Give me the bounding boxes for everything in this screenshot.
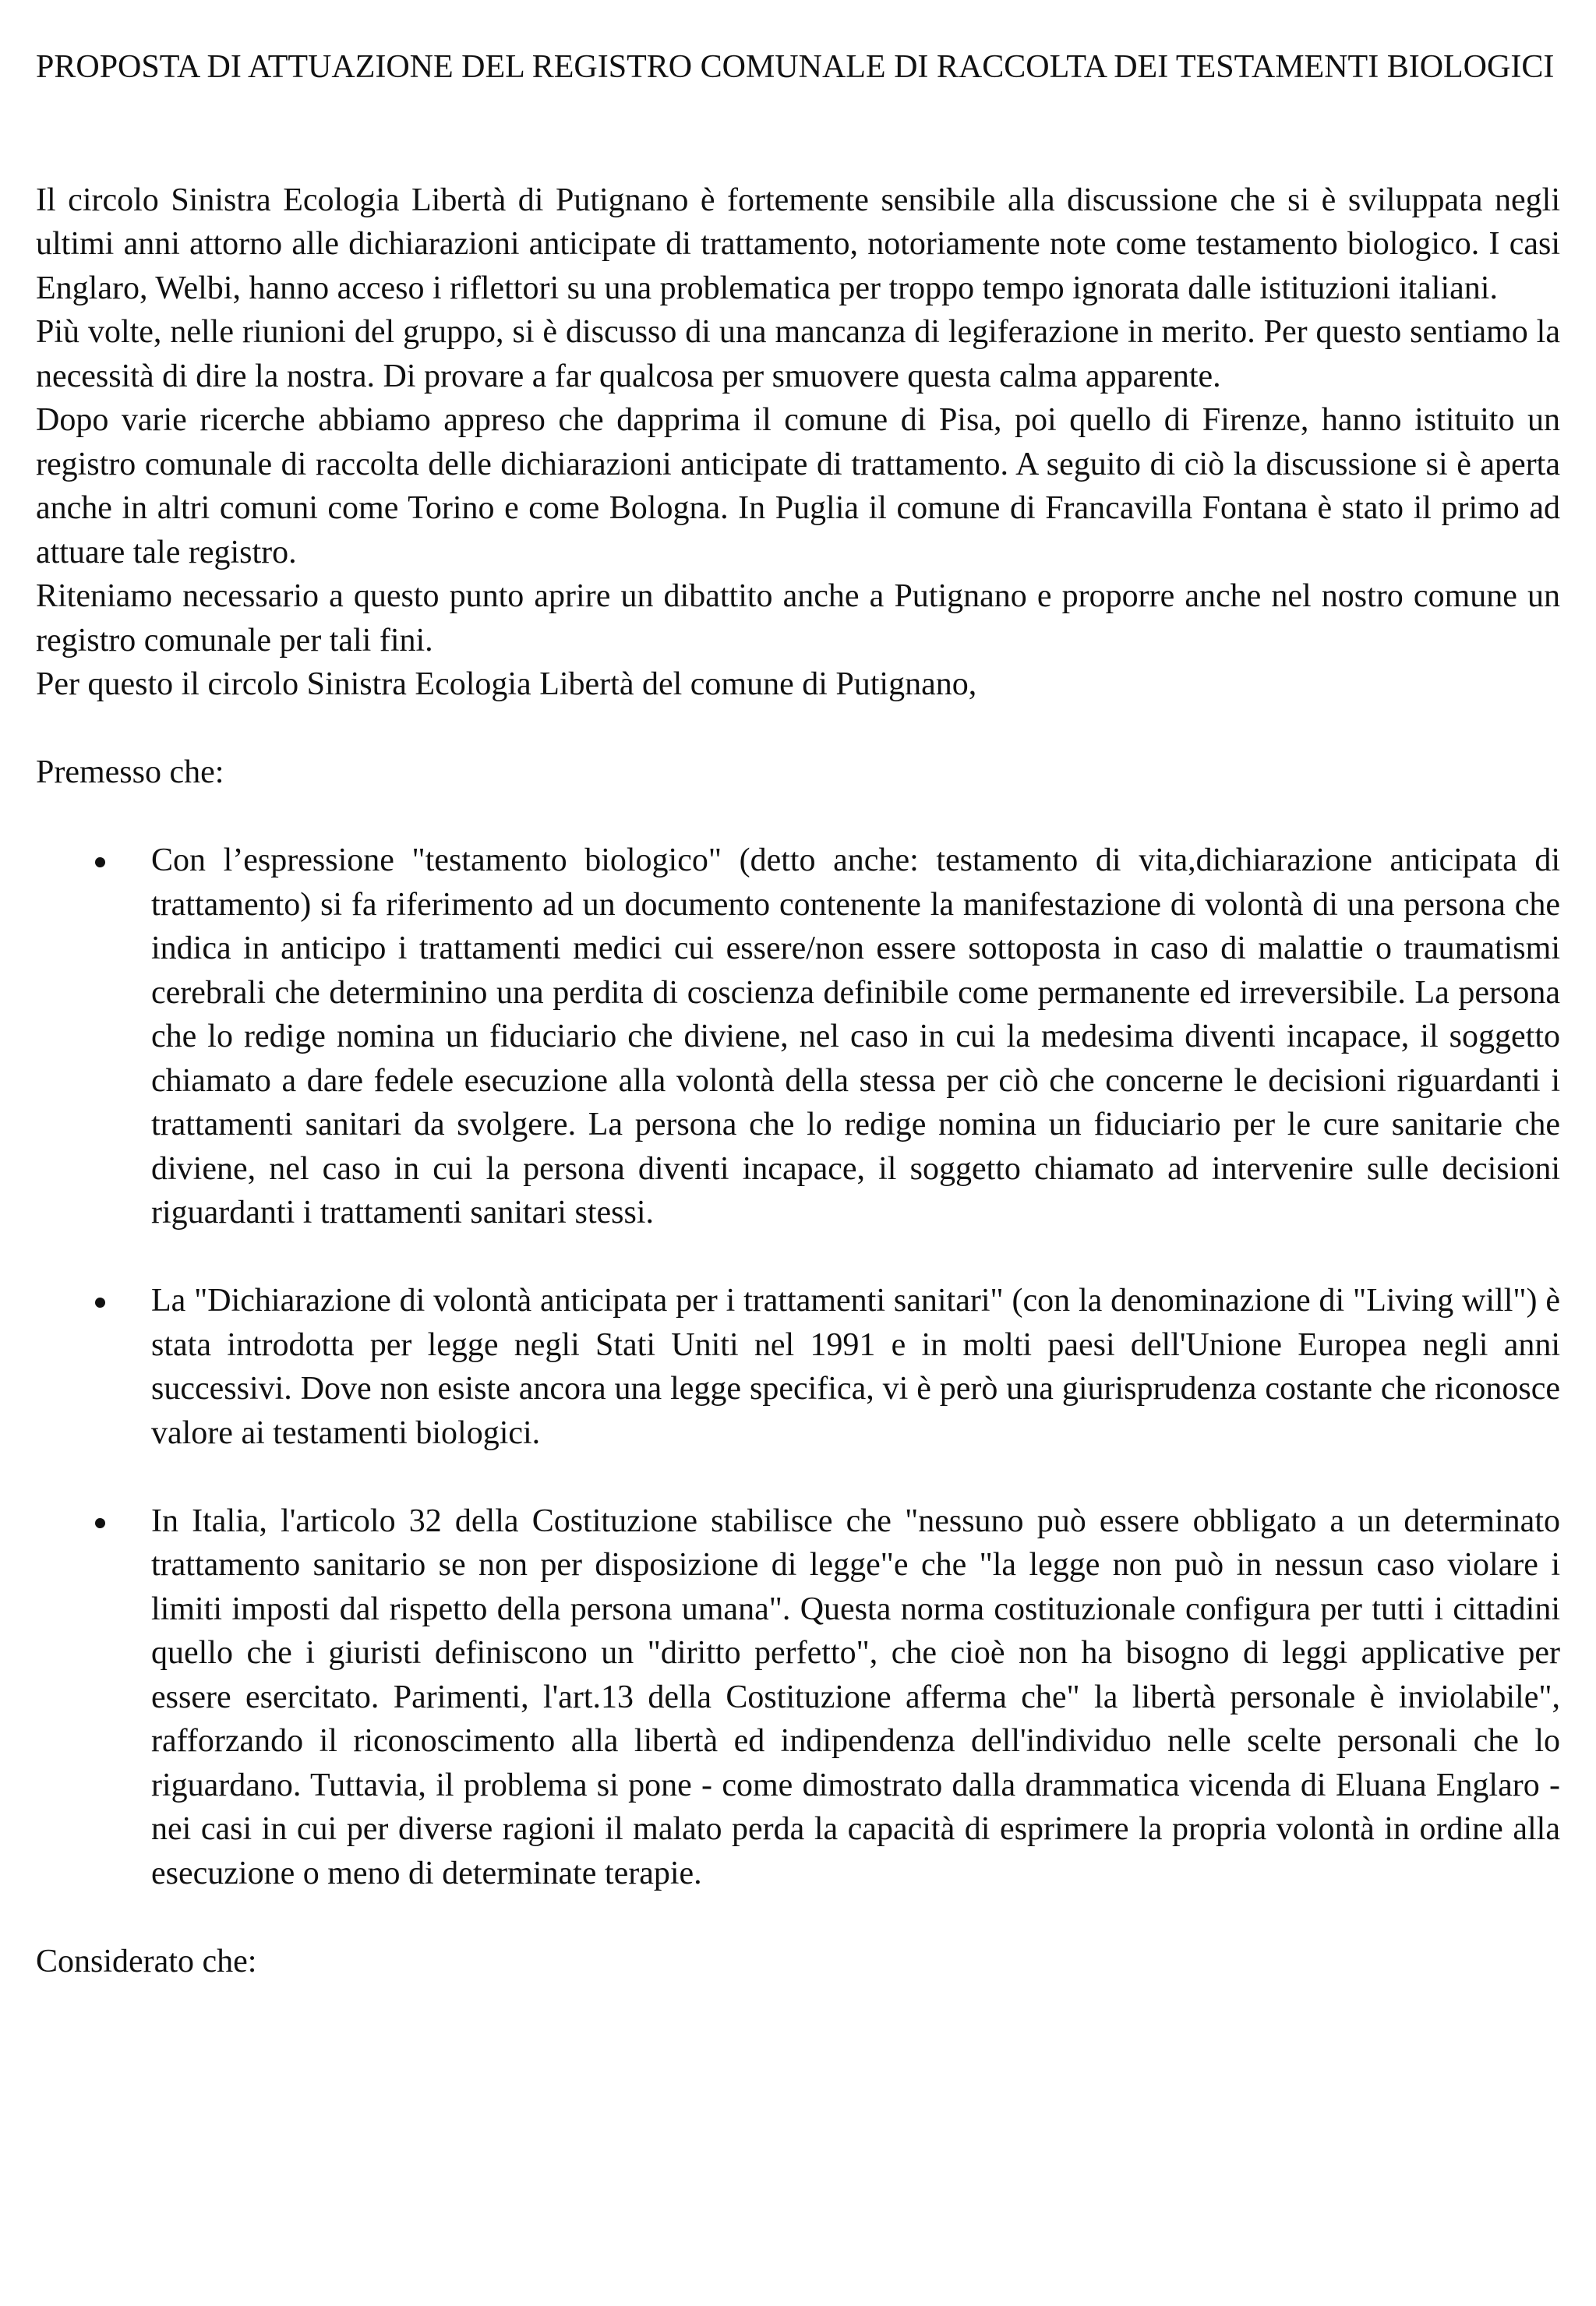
premesso-label: Premesso che: — [36, 754, 224, 790]
intro-paragraph: Dopo varie ricerche abbiamo appreso che dapprima il comune di Pisa, poi quello di Firenze, hanno istituito un registro comunale di raccolta delle dichiarazioni anticipate di trattamento. A seguito di ciò la discussione si è aperta anche in altri comuni come Torino e come Bologna. In Puglia il comune di Francavilla Fontana è stato il primo ad attuare tale registro. — [36, 402, 1560, 570]
bullet-icon — [95, 1298, 105, 1308]
list-item — [36, 1499, 1560, 1896]
intro-paragraph: Il circolo Sinistra Ecologia Libertà di Putignano è fortemente sensibile alla discussione che si è sviluppata negli ultimi anni attorno alle dichiarazioni anticipate di trattamento, notoriamente note come testamento biologico. I casi Englaro, Welbi, hanno acceso i riflettori su una problematica per troppo tempo ignorata dalle istituzioni italiani. — [36, 182, 1560, 306]
intro-paragraph: Più volte, nelle riunioni del gruppo, si è discusso di una mancanza di legiferazione in merito. Per questo sentiamo la necessità di dire la nostra. Di provare a far qualcosa per smuovere questa calma apparente. — [36, 314, 1560, 394]
list-item-text: Con l’espressione "testamento biologico" (detto anche: testamento di vita,dichiarazione anticipata di trattamento) si fa riferimento ad un documento contenente la manifestazione di volontà di una persona che indica in anticipo i trattamenti medici cui essere/non essere sottoposta in caso di malattie o traumatismi cerebrali che determinino una perdita di coscienza definibile come permanente ed irreversibile. La persona che lo redige nomina un fiduciario che diviene, nel caso in cui la medesima diventi incapace, il soggetto chiamato a dare fedele esecuzione alla volontà della stessa per ciò che concerne le decisioni riguardanti i trattamenti sanitari da svolgere. La persona che lo redige nomina un fiduciario per le cure sanitarie che diviene, nel caso in cui la persona diventi incapace, il soggetto chiamato ad intervenire sulle decisioni riguardanti i trattamenti sanitari stessi. — [151, 842, 1560, 1231]
intro-paragraph: Per questo il circolo Sinistra Ecologia Libertà del comune di Putignano, — [36, 666, 977, 702]
list-item — [36, 1279, 1560, 1455]
considerato-label: Considerato che: — [36, 1943, 257, 1979]
document-title: PROPOSTA DI ATTUAZIONE DEL REGISTRO COMUNALE DI RACCOLTA DEI TESTAMENTI BIOLOGICI — [36, 49, 1555, 85]
list-item — [36, 839, 1560, 1235]
document-page — [36, 45, 1560, 1983]
premesso-list — [36, 839, 1560, 1895]
bullet-icon — [95, 1518, 105, 1528]
list-item-text: In Italia, l'articolo 32 della Costituzione stabilisce che "nessuno può essere obbligato a un determinato trattamento sanitario se non per disposizione di legge"e che "la legge non può in nessun caso violare i limiti imposti dal rispetto della persona umana". Questa norma costituzionale configura per tutti i cittadini quello che i giuristi definiscono un "diritto perfetto", che cioè non ha bisogno di leggi applicative per essere esercitato. Parimenti, l'art.13 della Costituzione afferma che" la libertà personale è inviolabile", rafforzando il riconoscimento alla libertà ed indipendenza dell'individuo nelle scelte personali che lo riguardano. Tuttavia, il problema si pone - come dimostrato dalla drammatica vicenda di Eluana Englaro -nei casi in cui per diverse ragioni il malato perda la capacità di esprimere la propria volontà in ordine alla esecuzione o meno di determinate terapie. — [151, 1503, 1560, 1891]
bullet-icon — [95, 857, 105, 867]
list-item-text: La "Dichiarazione di volontà anticipata per i trattamenti sanitari" (con la denominazione di "Living will") è stata introdotta per legge negli Stati Uniti nel 1991 e in molti paesi dell'Unione Europea negli anni successivi. Dove non esiste ancora una legge specifica, vi è però una giurisprudenza costante che riconosce valore ai testamenti biologici. — [151, 1283, 1560, 1451]
intro-paragraph: Riteniamo necessario a questo punto aprire un dibattito anche a Putignano e proporre anche nel nostro comune un registro comunale per tali fini. — [36, 578, 1560, 659]
